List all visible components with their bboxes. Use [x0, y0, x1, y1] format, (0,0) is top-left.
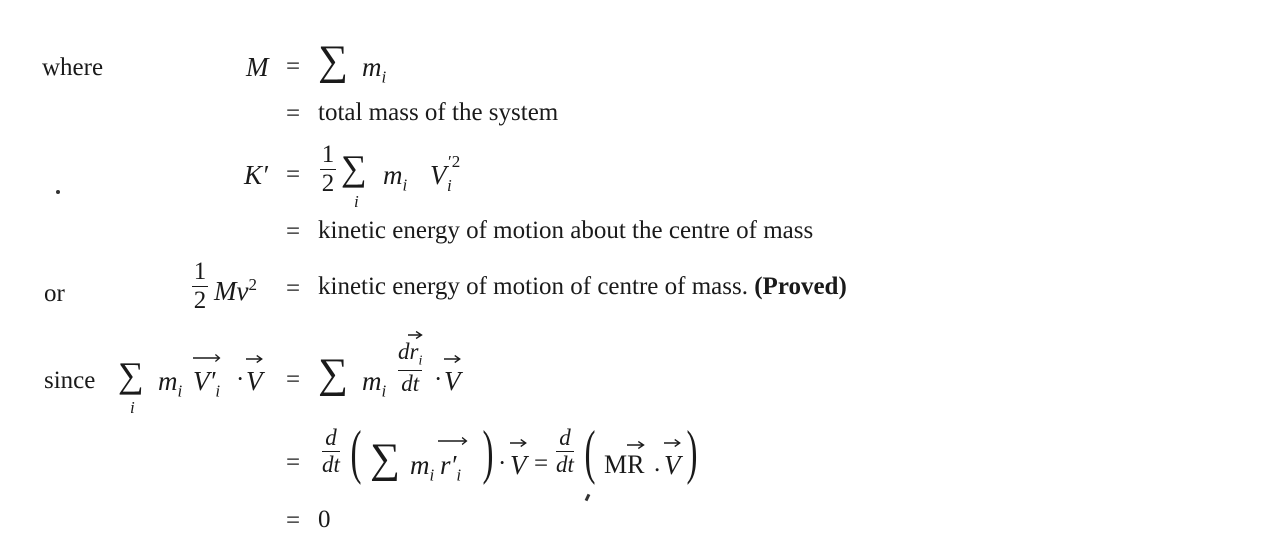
equals-sign: =	[286, 507, 301, 534]
sigma-symbol: ∑	[118, 355, 144, 395]
sum-expression	[341, 150, 367, 186]
mass-term	[410, 450, 434, 485]
equals-sign: =	[286, 275, 301, 302]
equals-sign: =	[286, 100, 301, 127]
mass-symbol: m	[383, 160, 403, 190]
since-label: since	[44, 367, 96, 394]
sum-expression	[370, 438, 400, 480]
mass-term	[362, 366, 386, 401]
velocity-symbol: V	[246, 366, 263, 396]
vector-with-arrow	[510, 450, 527, 481]
cm-velocity-vector	[246, 366, 263, 397]
velocity-symbol: V	[664, 450, 681, 480]
index-subscript: i	[381, 381, 387, 401]
fraction-denominator: 2	[321, 170, 335, 198]
sigma-symbol: ∑	[318, 38, 348, 84]
time-derivative-operator	[556, 426, 574, 477]
equals-sign: =	[286, 161, 301, 188]
right-paren: )	[482, 419, 494, 485]
left-paren: (	[350, 419, 362, 485]
cm-velocity-vector	[444, 366, 461, 397]
relative-position-vector	[440, 450, 461, 485]
equals-sign: =	[286, 53, 301, 80]
cm-velocity-vector	[510, 450, 527, 481]
proved-label: (Proved)	[754, 273, 847, 300]
velocity-symbol: V	[430, 160, 447, 190]
index-subscript: i	[177, 381, 183, 401]
fraction-numerator: 1	[193, 258, 207, 285]
fraction-denominator: 2	[193, 287, 207, 315]
dot-operator: .	[654, 450, 661, 477]
sigma-symbol: ∑	[370, 436, 400, 482]
where-label: where	[42, 54, 104, 81]
fraction-denominator: dt	[322, 452, 340, 478]
total-mass-description: total mass of the system	[318, 99, 559, 126]
vector-arrow-icon	[627, 440, 644, 450]
dot-operator: ·	[498, 450, 507, 477]
equals-sign: =	[286, 366, 301, 393]
dot-operator: ·	[236, 366, 245, 393]
position-differential: dr	[398, 339, 419, 364]
relative-velocity-vector	[193, 366, 220, 401]
velocity-superscript: ′2	[448, 152, 461, 171]
index-subscript: i	[402, 175, 408, 195]
total-mass-symbol: M	[246, 52, 269, 82]
sum-expression	[318, 40, 348, 82]
derivative-fraction	[398, 340, 422, 396]
cm-velocity-vector	[664, 450, 681, 481]
time-derivative-operator	[322, 426, 340, 477]
mass-term	[158, 366, 182, 401]
fraction-denominator: dt	[556, 452, 574, 478]
dot-operator: ·	[434, 366, 443, 393]
vector-with-arrow	[246, 366, 263, 397]
cm-kinetic-energy-expression	[214, 275, 257, 307]
mass-symbol: m	[410, 450, 430, 480]
vector-arrow-icon	[444, 354, 461, 364]
fraction-denominator: dt	[401, 371, 420, 397]
vector-with-arrow	[664, 450, 681, 481]
vector-with-arrow	[440, 450, 461, 485]
fraction-numerator: d	[559, 425, 571, 450]
velocity-term	[430, 160, 447, 191]
velocity-symbol: V	[510, 450, 527, 480]
vector-arrow-icon	[664, 438, 681, 448]
kinetic-energy-symbol: K′	[244, 160, 268, 190]
stray-mark	[56, 190, 60, 194]
sigma-symbol: ∑	[318, 351, 348, 397]
index-subscript: i	[429, 465, 435, 485]
mass-symbol: m	[362, 366, 382, 396]
vector-arrow-icon	[438, 436, 467, 446]
mass-velocity-symbol: Mv	[214, 276, 249, 306]
left-paren: (	[584, 419, 596, 485]
sigma-symbol: ∑	[341, 148, 367, 188]
velocity-subscript: i	[447, 176, 452, 195]
vector-arrow-icon	[246, 354, 263, 364]
sigma-index: i	[130, 398, 135, 417]
position-symbol: r′	[440, 450, 457, 480]
vector-with-arrow	[193, 366, 220, 401]
mass-term	[383, 160, 407, 195]
sigma-index: i	[354, 192, 359, 211]
equals-sign: =	[286, 449, 301, 476]
fraction-numerator	[398, 340, 422, 369]
vector-arrow-icon	[510, 438, 527, 448]
mass-position-product	[604, 450, 644, 480]
index-subscript: i	[418, 353, 423, 369]
half-fraction	[320, 142, 336, 198]
sum-expression	[118, 357, 144, 393]
vector-with-arrow	[398, 340, 422, 369]
kinetic-energy-about-cm-description: kinetic energy of motion about the centre of mass	[318, 217, 814, 244]
fraction-numerator: d	[325, 425, 337, 450]
cm-position-symbol: R	[627, 450, 645, 479]
right-paren: )	[686, 419, 698, 485]
mass-symbol: m	[362, 52, 382, 82]
cm-kinetic-energy-description	[318, 273, 847, 301]
vector-arrow-icon	[408, 330, 422, 340]
vector-with-arrow	[444, 366, 461, 397]
square-superscript: 2	[248, 275, 257, 294]
mass-symbol: m	[158, 366, 178, 396]
result-zero: 0	[318, 506, 331, 533]
index-subscript: i	[456, 465, 462, 485]
index-subscript: i	[381, 67, 387, 87]
total-mass-symbol: M	[604, 450, 628, 479]
description-text: kinetic energy of motion of centre of mass.	[318, 273, 748, 300]
velocity-symbol: V	[444, 366, 461, 396]
stray-mark	[585, 494, 591, 502]
velocity-symbol: V′	[193, 366, 216, 396]
vector-arrow-icon	[193, 353, 220, 363]
fraction-numerator: 1	[321, 141, 335, 168]
mass-term	[362, 52, 386, 87]
half-fraction	[192, 259, 208, 315]
or-label: or	[44, 280, 65, 307]
index-subscript: i	[215, 381, 221, 401]
equals-sign: =	[286, 218, 301, 245]
sum-expression	[318, 353, 348, 395]
vector-with-arrow	[627, 450, 644, 480]
equals-sign: =	[534, 450, 549, 477]
